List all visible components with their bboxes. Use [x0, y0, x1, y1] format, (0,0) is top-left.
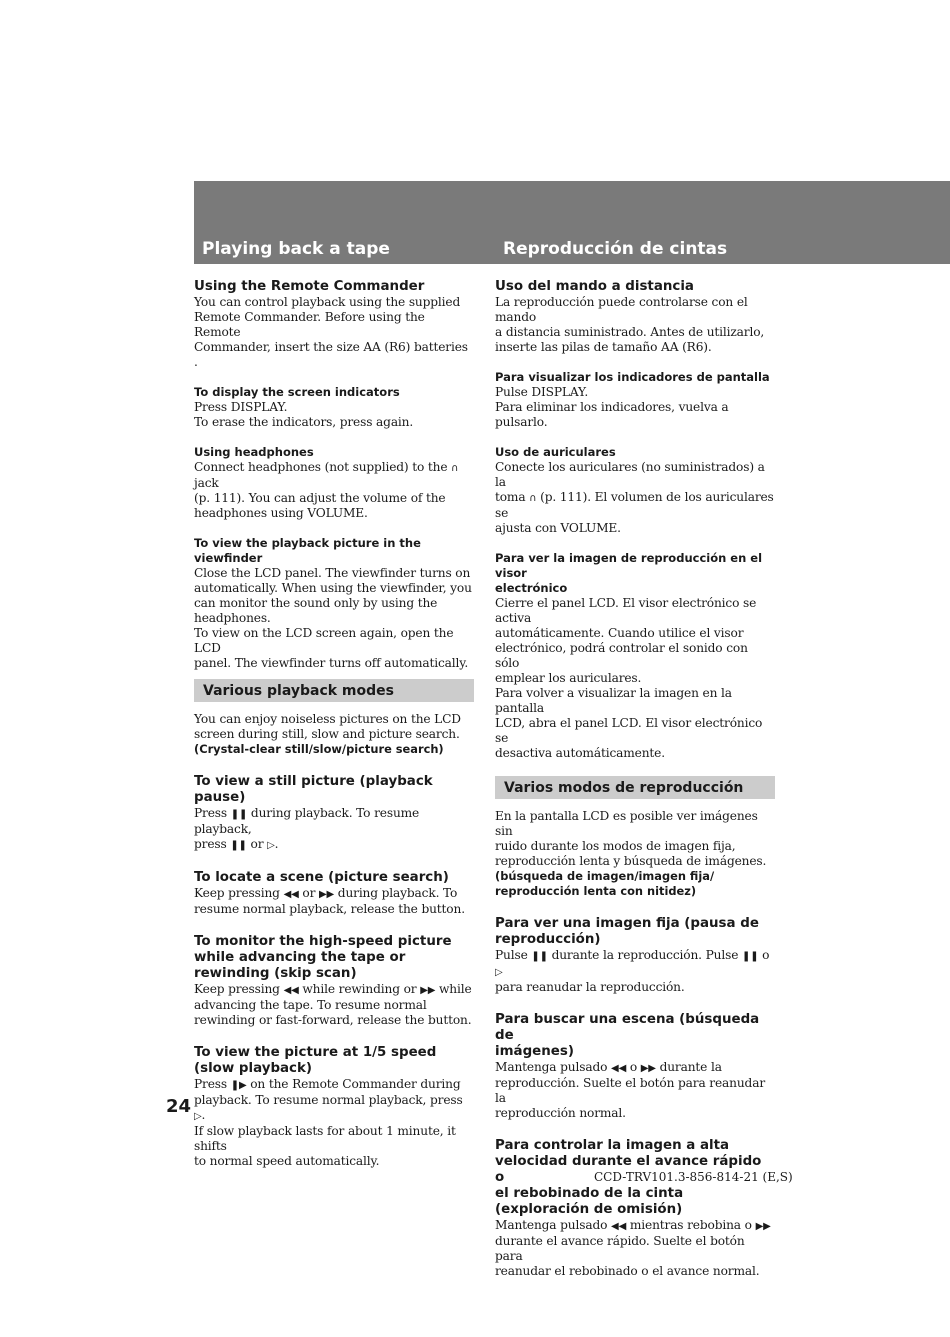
paragraph: You can control playback using the supplied Remote Commander. Before using the Remote Commander, insert the size AA (R6) batteries .	[194, 295, 468, 369]
paragraph: Pulse ❚❚ durante la reproducción. Pulse ❚❚ o ▷ para reanudar la reproducción.	[495, 948, 770, 994]
paragraph: Press ❚▶ on the Remote Commander during playback. To resume normal playback, press ▷. If slow playback lasts for about 1 minute, it shifts to normal speed automatically.	[194, 1077, 463, 1168]
paragraph: Mantenga pulsado ◀◀ o ▶▶ durante la reproducción. Suelte el botón para reanudar la reproducción normal.	[495, 1060, 765, 1120]
spanish-column	[495, 279, 775, 1279]
pause-icon: ❚❚	[230, 840, 247, 851]
paragraph: Conecte los auriculares (no suministrados) a la toma ∩ (p. 111). El volumen de los auriculares se ajusta con VOLUME.	[495, 460, 774, 535]
page-title-es: Reproducción de cintas	[503, 239, 728, 259]
bold-note: (Crystal-clear still/slow/picture search)	[194, 742, 444, 756]
paragraph: Press DISPLAY. To erase the indicators, press again.	[194, 400, 414, 429]
rewind-icon: ◀◀	[611, 1221, 627, 1232]
page-title-en: Playing back a tape	[202, 239, 390, 259]
section-heading: Para controlar la imagen a alta velocidad durante el avance rápido o el rebobinado de la cinta (exploración de omisión)	[495, 1138, 762, 1217]
section-bar: Various playback modes	[194, 679, 474, 702]
fast-forward-icon: ▶▶	[640, 1063, 656, 1074]
page-number: 24	[166, 1096, 192, 1117]
subheading: To display the screen indicators	[194, 385, 400, 399]
section-heading: To view the picture at 1/5 speed (slow playback)	[194, 1045, 437, 1076]
paragraph: La reproducción puede controlarse con el mando a distancia suministrado. Antes de utilizarlo, inserte las pilas de tamaño AA (R6).	[495, 295, 765, 354]
subheading: Using headphones	[194, 445, 314, 459]
paragraph: Keep pressing ◀◀ while rewinding or ▶▶ while advancing the tape. To resume normal rewinding or fast-forward, release the button.	[194, 982, 472, 1027]
headphones-icon: ∩	[529, 493, 537, 504]
rewind-icon: ◀◀	[611, 1063, 627, 1074]
fast-forward-icon: ▶▶	[420, 985, 436, 996]
play-icon: ▷	[267, 840, 275, 851]
document-code: CCD-TRV101.3-856-814-21 (E,S)	[594, 1170, 793, 1184]
paragraph: Connect headphones (not supplied) to the ∩ jack (p. 111). You can adjust the volume of the headphones using VOLUME.	[194, 460, 459, 520]
subheading: Para visualizar los indicadores de pantalla	[495, 370, 770, 384]
play-icon: ▷	[194, 1111, 202, 1122]
paragraph: Mantenga pulsado ◀◀ mientras rebobina o ▶▶ durante el avance rápido. Suelte el botón para reanudar el rebobinado o el avance normal.	[495, 1218, 771, 1278]
paragraph: Pulse DISPLAY. Para eliminar los indicadores, vuelva a pulsarlo.	[495, 385, 729, 429]
bold-note: (búsqueda de imagen/imagen fija/ reproducción lenta con nitidez)	[495, 869, 715, 898]
section-heading: To view a still picture (playback pause)	[194, 774, 433, 805]
section-heading: To locate a scene (picture search)	[194, 870, 449, 885]
rewind-icon: ◀◀	[283, 985, 299, 996]
fast-forward-icon: ▶▶	[318, 889, 335, 900]
paragraph: You can enjoy noiseless pictures on the LCD screen during still, slow and picture search.	[194, 712, 461, 741]
fast-forward-icon: ▶▶	[755, 1221, 771, 1232]
section-heading: Para buscar una escena (búsqueda de imágenes)	[495, 1012, 760, 1059]
pause-icon: ❚❚	[531, 951, 548, 962]
subheading: To view the playback picture in the viewfinder	[194, 536, 421, 565]
paragraph: Press ❚❚ during playback. To resume playback, press ❚❚ or ▷.	[194, 806, 420, 851]
paragraph: Cierre el panel LCD. El visor electrónico se activa automáticamente. Cuando utilice el visor electrónico, podrá controlar el sonido con sólo emplear los auriculares. Para volver a visualizar la imagen en la pantalla LCD, abra el panel LCD. El visor electrónico se desactiva automáticamente.	[495, 596, 763, 760]
title-banner	[194, 181, 950, 264]
section-bar: Varios modos de reproducción	[495, 776, 775, 799]
english-column	[194, 279, 474, 1169]
headphones-icon: ∩	[451, 463, 459, 474]
subheading: Uso de auriculares	[495, 445, 616, 459]
paragraph: Keep pressing ◀◀ or ▶▶ during playback. To resume normal playback, release the button.	[194, 886, 465, 916]
pause-icon: ❚❚	[741, 951, 759, 962]
rewind-icon: ◀◀	[283, 889, 299, 900]
slow-play-icon: ❚▶	[230, 1080, 247, 1091]
section-heading: Para ver una imagen fija (pausa de reproducción)	[495, 916, 759, 947]
section-heading: To monitor the high-speed picture while advancing the tape or rewinding (skip scan)	[194, 934, 452, 981]
paragraph: Close the LCD panel. The viewfinder turns on automatically. When using the viewfinder, you can monitor the sound only by using the headphones. To view on the LCD screen again, open the LCD panel. The viewfinder turns off automatically.	[194, 566, 472, 670]
paragraph: En la pantalla LCD es posible ver imágenes sin ruido durante los modos de imagen fija, reproducción lenta y búsqueda de imágenes.	[495, 809, 767, 868]
pause-icon: ❚❚	[230, 809, 248, 820]
subheading: Para ver la imagen de reproducción en el visor electrónico	[495, 551, 763, 595]
play-icon: ▷	[495, 967, 503, 978]
section-heading: Uso del mando a distancia	[495, 279, 694, 294]
section-heading: Using the Remote Commander	[194, 279, 425, 294]
